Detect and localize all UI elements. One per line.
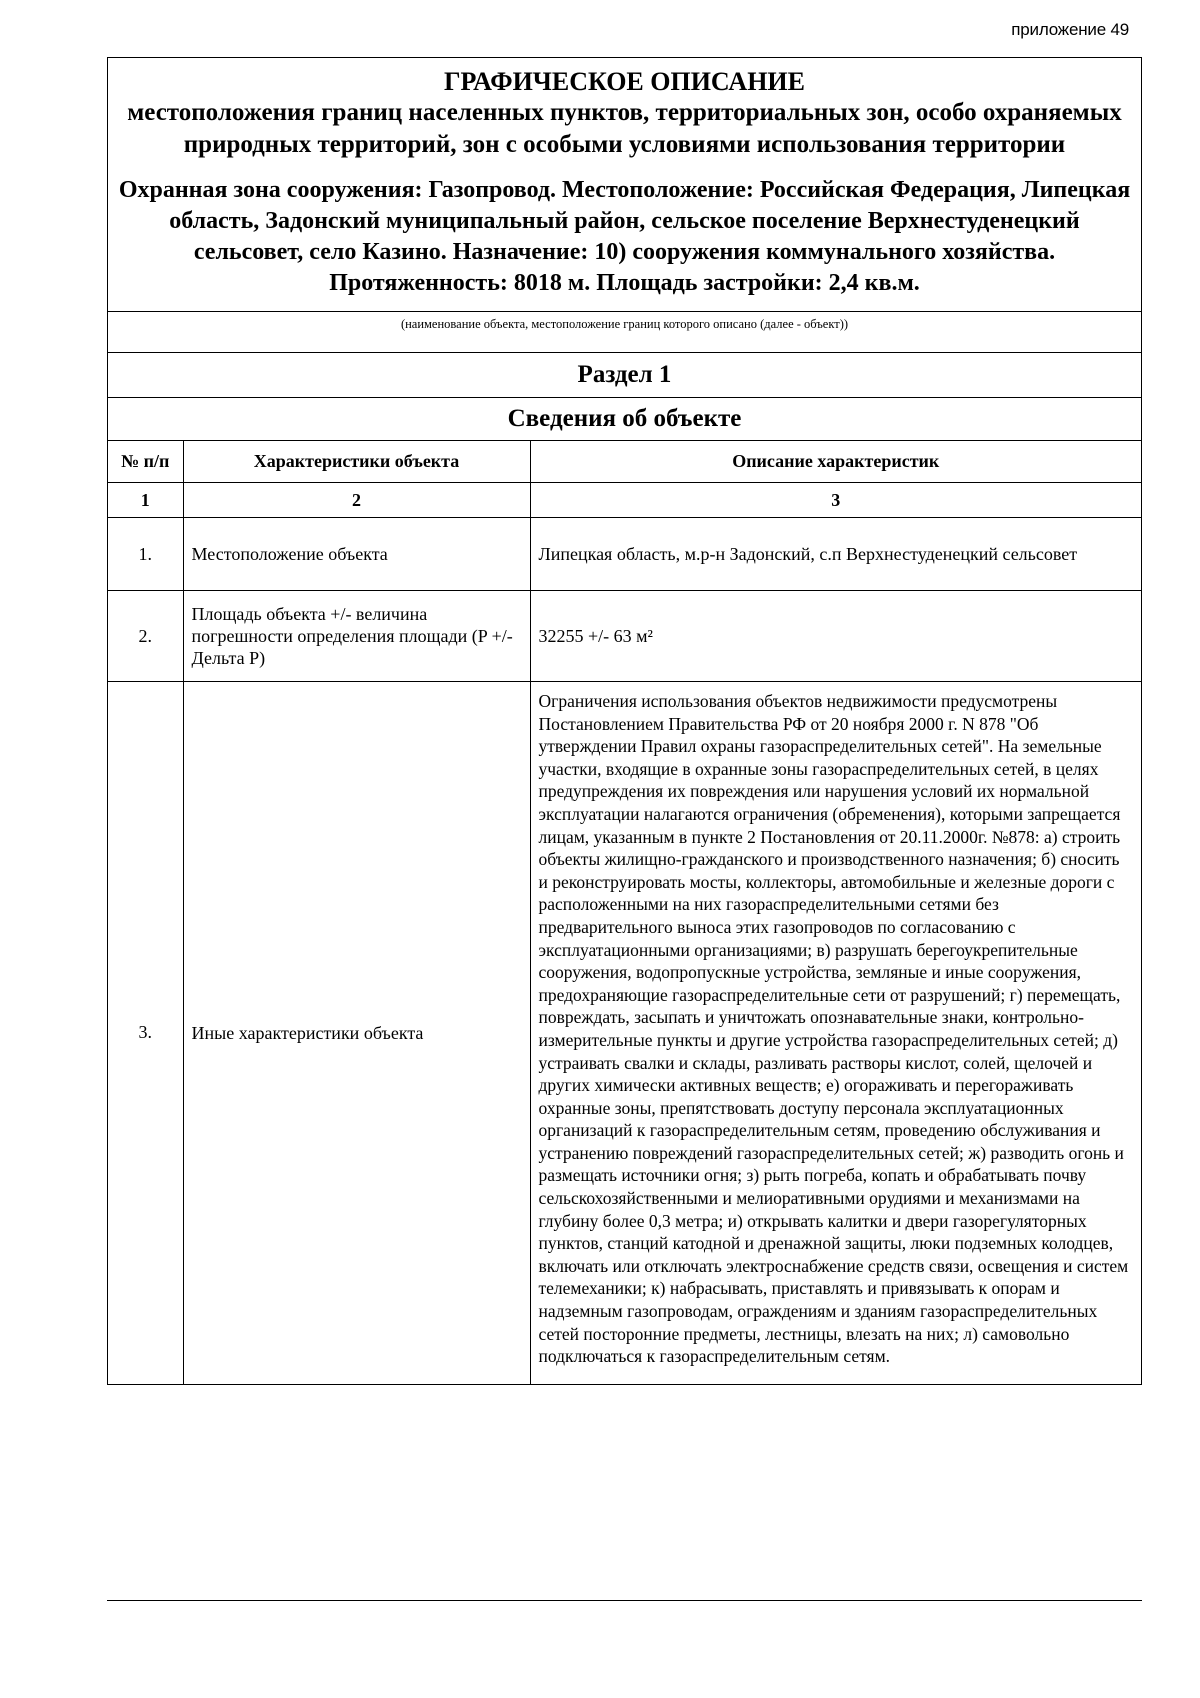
- table-row: [108, 682, 1141, 1384]
- object-info-table: [108, 440, 1141, 1384]
- row-number: 3.: [108, 682, 183, 1384]
- column-numbers-row: [108, 483, 1141, 518]
- row-description: Ограничения использования объектов недвижимости предусмотрены Постановлением Правительства РФ от 20 ноября 2000 г. N 878 "Об утверждении Правил охраны газораспределительных сетей". На земельные участки, входящие в охранные зоны газораспределительных сетей, в целях предупреждения их повреждения или нарушения условий их нормальной эксплуатации налагаются ограничения (обременения), которыми запрещается лицам, указанным в пункте 2 Постановления от 20.11.2000г. №878: а) строить объекты жилищно-гражданского и производственного назначения; б) сносить и реконструировать мосты, коллекторы, автомобильные и железные дороги с расположенными на них газораспределительными сетями без предварительного выноса этих газопроводов по согласованию с эксплуатационными организациями; в) разрушать берегоукрепительные сооружения, водопропускные устройства, земляные и иные сооружения, предохраняющие газораспределительные сети от разрушений; г) перемещать, повреждать, засыпать и уничтожать опознавательные знаки, контрольно-измерительные пункты и другие устройства газораспределительных сетей; д) устраивать свалки и склады, разливать растворы кислот, солей, щелочей и других химически активных веществ; е) огораживать и перегораживать охранные зоны, препятствовать доступу персонала эксплуатационных организаций к газораспределительным сетям, проведению обслуживания и устранению повреждений газораспределительных сетей; ж) разводить огонь и размещать источники огня; з) рыть погреба, копать и обрабатывать почву сельскохозяйственными и мелиоративными орудиями и механизмами на глубину более 0,3 метра; и) открывать калитки и двери газорегуляторных пунктов, станций катодной и дренажной защиты, люки подземных колодцев, включать или отключать электроснабжение средств связи, освещения и систем телемеханики; к) набрасывать, приставлять и привязывать к опорам и надземным газопроводам, ограждениям и зданиям газораспределительных сетей посторонние предметы, лестницы, влезать на них; л) самовольно подключаться к газораспределительным сетям.: [530, 682, 1141, 1384]
- row-description: 32255 +/- 63 м²: [530, 591, 1141, 682]
- title-block: [108, 58, 1141, 305]
- bottom-rule: [107, 1600, 1142, 1601]
- header-num: № п/п: [108, 441, 183, 483]
- table-row: [108, 518, 1141, 591]
- table-row: [108, 591, 1141, 682]
- row-characteristic: Иные характеристики объекта: [183, 682, 530, 1384]
- appendix-label: приложение 49: [1011, 20, 1129, 39]
- header-description: Описание характеристик: [530, 441, 1141, 483]
- row-description: Липецкая область, м.р-н Задонский, с.п Верхнестуденецкий сельсовет: [530, 518, 1141, 591]
- row-number: 2.: [108, 591, 183, 682]
- row-number: 1.: [108, 518, 183, 591]
- table-header-row: [108, 441, 1141, 483]
- document-subtitle: местоположения границ населенных пунктов, территориальных зон, особо охраняемых природных территорий, зон с особыми условиями использования территории: [127, 99, 1122, 158]
- document-title: ГРАФИЧЕСКОЕ ОПИСАНИЕ: [444, 67, 805, 96]
- row-characteristic: Площадь объекта +/- величина погрешности определения площади (P +/- Дельта P): [183, 591, 530, 682]
- column-number: 1: [108, 483, 183, 518]
- column-number: 3: [530, 483, 1141, 518]
- row-characteristic: Местоположение объекта: [183, 518, 530, 591]
- document-frame: [107, 57, 1142, 1385]
- header-characteristic: Характеристики объекта: [183, 441, 530, 483]
- section-title: Раздел 1: [108, 352, 1141, 397]
- section-subtitle: Сведения об объекте: [108, 397, 1141, 440]
- object-caption: (наименование объекта, местоположение границ которого описано (далее - объект)): [108, 311, 1141, 352]
- object-name: Охранная зона сооружения: Газопровод. Местоположение: Российская Федерация, Липецкая область, Задонский муниципальный район, сельское поселение Верхнестуденецкий сельсовет, село Казино. Назначение: 10) сооружения коммунального хозяйства. Протяженность: 8018 м. Площадь застройки: 2,4 кв.м.: [118, 177, 1131, 296]
- column-number: 2: [183, 483, 530, 518]
